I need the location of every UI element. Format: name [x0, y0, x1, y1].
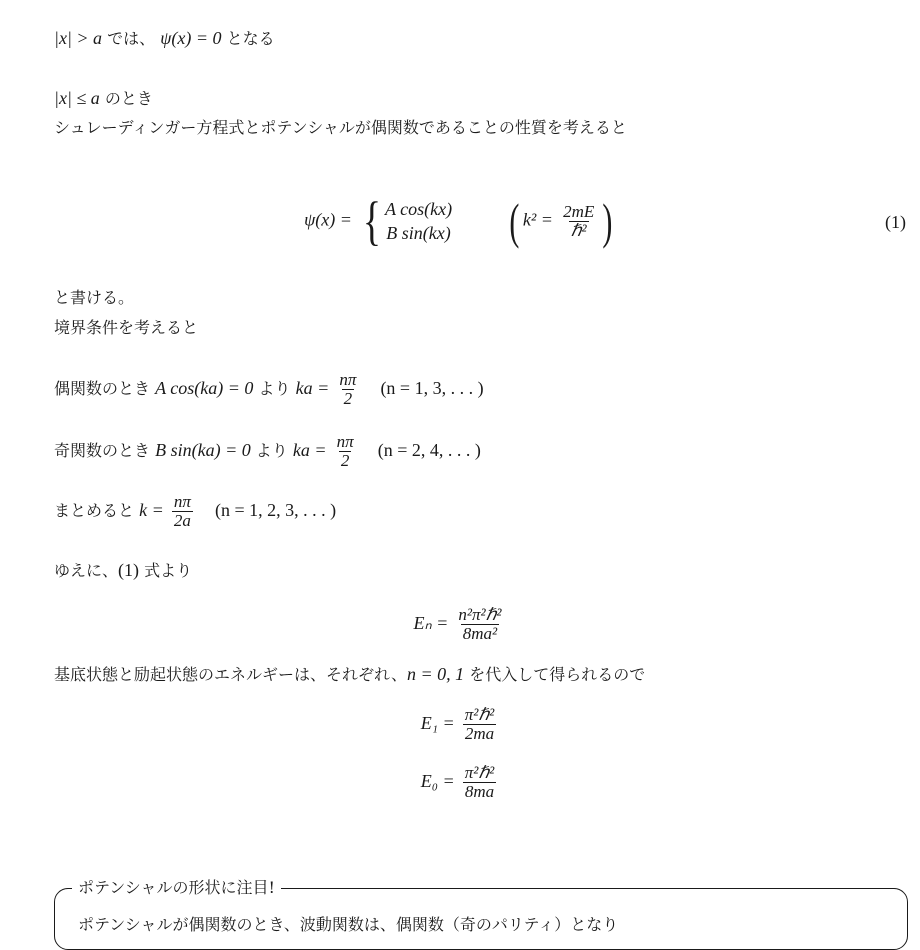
- yueni-shikiyori: 式より: [139, 561, 193, 580]
- even-function-line: [54, 368, 484, 409]
- e0-denominator: 8ma: [464, 782, 495, 801]
- math-abs-x-gt-a: |x| > a: [54, 28, 103, 48]
- eq1-case-sin: B sin(kx): [386, 223, 451, 243]
- odd-n-values: (n = 2, 4, . . . ): [377, 440, 481, 460]
- math-psi-zero: ψ(x) = 0: [160, 28, 222, 48]
- text-line-yueni: [54, 560, 192, 581]
- text-line-outside-region: [54, 28, 275, 49]
- eq1-fraction: [561, 203, 596, 240]
- text-line-kakeru: と書ける。: [54, 288, 135, 307]
- odd-denominator: 2: [340, 451, 350, 470]
- text-dewa: では、: [102, 29, 161, 48]
- e0-numerator: π²ℏ²: [464, 763, 495, 782]
- text-tonaru: となる: [221, 29, 275, 48]
- summary-numerator: nπ: [173, 492, 191, 511]
- odd-yori: より: [250, 441, 293, 460]
- equation-e1: [0, 706, 920, 743]
- summary-denominator: 2a: [173, 511, 191, 530]
- summary-n-values: (n = 1, 2, 3, . . . ): [214, 500, 337, 520]
- energy-states-label: 基底状態と励起状態のエネルギーは、それぞれ、: [54, 665, 407, 684]
- e0-lhs: E₀ =: [420, 771, 455, 791]
- summary-k: k =: [139, 500, 164, 520]
- even-ka: ka =: [295, 378, 330, 398]
- e1-denominator: 2ma: [464, 724, 495, 743]
- text-line-schrodinger: シュレーディンガー方程式とポテンシャルが偶関数であることの性質を考えると: [54, 118, 627, 137]
- equation-e0: [0, 764, 920, 801]
- odd-ka: ka =: [292, 440, 327, 460]
- even-condition-math: A cos(ka) = 0: [155, 378, 254, 398]
- e1-fraction: [463, 706, 496, 743]
- eq1-case-cos: A cos(kx): [384, 199, 453, 219]
- odd-label: 奇関数のとき: [54, 441, 156, 460]
- yueni-ref: (1): [118, 560, 140, 580]
- odd-condition-math: B sin(ka) = 0: [155, 440, 251, 460]
- e1-lhs: E₁ =: [420, 713, 455, 733]
- eq1-numerator: 2mE: [563, 201, 595, 221]
- text-notoki: のとき: [99, 89, 153, 108]
- even-numerator: nπ: [339, 370, 357, 389]
- eq1-denominator: ℏ²: [570, 220, 587, 240]
- eq1-k2: k² =: [522, 209, 553, 230]
- text-line-inside-region: [54, 88, 153, 109]
- even-denominator: 2: [343, 389, 353, 408]
- even-n-values: (n = 1, 3, . . . ): [380, 378, 484, 398]
- energy-states-n: n = 0, 1: [406, 664, 465, 684]
- odd-numerator: nπ: [336, 432, 354, 451]
- equation-en: [0, 606, 920, 643]
- en-fraction: [456, 606, 503, 643]
- left-paren-icon: (: [509, 193, 520, 249]
- en-lhs: Eₙ =: [413, 613, 449, 633]
- note-box-body: ポテンシャルが偶関数のとき、波動関数は、偶関数（奇のパリティ）となり: [78, 915, 619, 934]
- text-line-energy-states: [54, 664, 645, 685]
- equation-number-1: (1): [885, 212, 906, 232]
- odd-function-line: [54, 430, 481, 471]
- summary-fraction: [172, 493, 193, 530]
- en-numerator: n²π²ℏ²: [458, 605, 502, 624]
- text-line-boundary: 境界条件を考えると: [54, 318, 199, 337]
- yueni-label: ゆえに、: [54, 561, 119, 580]
- eq1-cases: [357, 191, 453, 251]
- left-brace-icon: {: [362, 191, 382, 251]
- summary-label: まとめると: [54, 501, 140, 520]
- e1-numerator: π²ℏ²: [464, 705, 495, 724]
- even-label: 偶関数のとき: [54, 379, 156, 398]
- equation-1: [0, 191, 920, 251]
- en-denominator: 8ma²: [462, 624, 498, 643]
- summary-line: [54, 490, 336, 531]
- eq1-lhs: ψ(x) =: [304, 209, 352, 230]
- right-paren-icon: ): [602, 193, 613, 249]
- even-fraction: [337, 371, 358, 408]
- math-abs-x-le-a: |x| ≤ a: [54, 88, 100, 108]
- even-yori: より: [253, 379, 296, 398]
- note-box-title: ポテンシャルの形状に注目!: [72, 878, 281, 898]
- e0-fraction: [463, 764, 496, 801]
- energy-states-suffix: を代入して得られるので: [464, 665, 646, 684]
- odd-fraction: [335, 433, 356, 470]
